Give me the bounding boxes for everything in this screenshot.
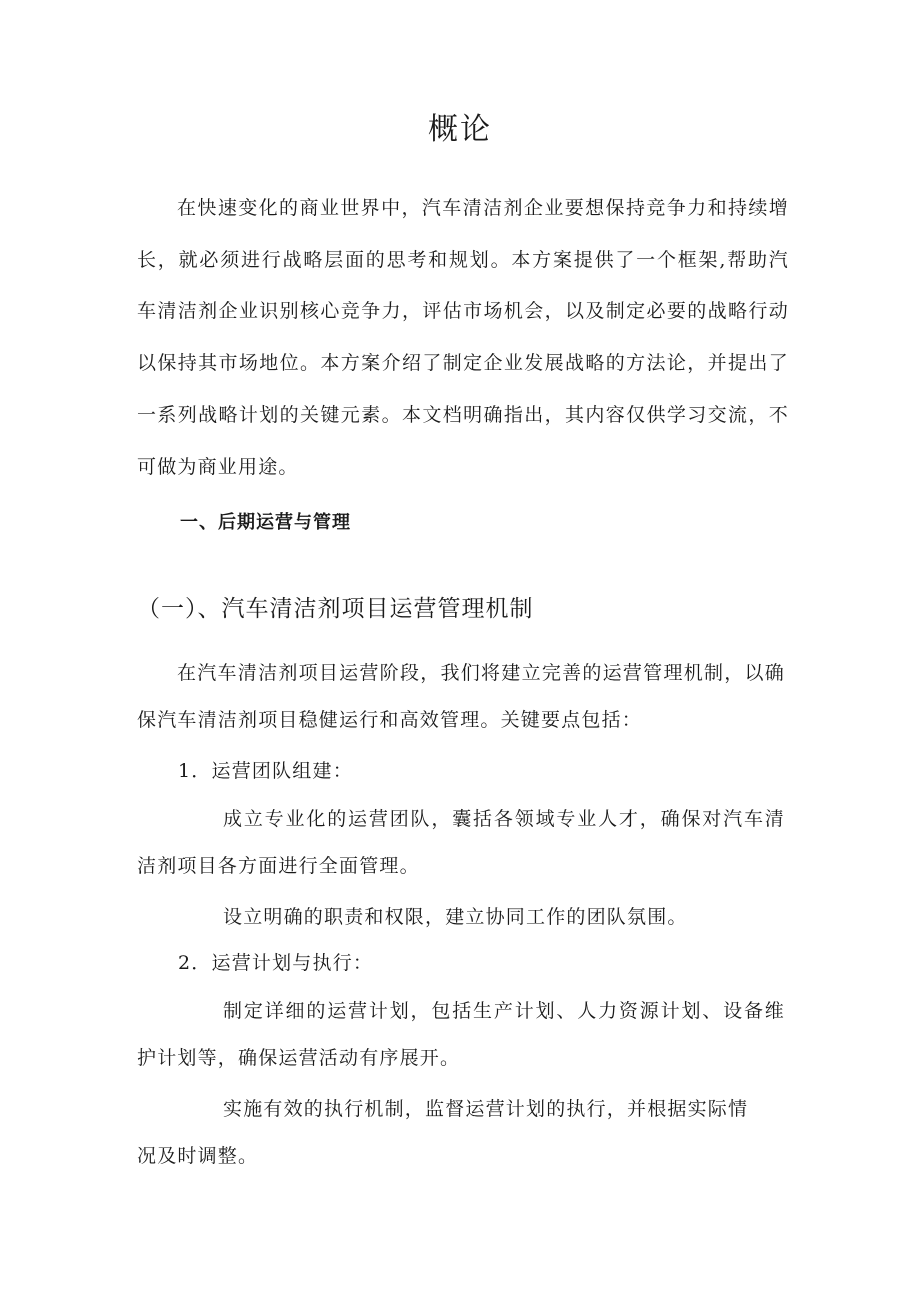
list-item-point-continuation: 况及时调整。 — [137, 1145, 259, 1167]
section-heading: 一、后期运营与管理 — [180, 512, 351, 533]
list-item-point: 成立专业化的运营团队，囊括各领域专业人才，确保对汽车清洁剂项目各方面进行全面管理。 — [137, 808, 785, 877]
list-item-label: 1．运营团队组建： — [178, 760, 353, 782]
list-item-point: 实施有效的执行机制，监督运营计划的执行，并根据实际情 — [223, 1098, 749, 1120]
intro-paragraph: 在快速变化的商业世界中，汽车清洁剂企业要想保持竞争力和持续增长，就必须进行战略层面的思考和规划。本方案提供了一个框架,帮助汽车清洁剂企业识别核心竞争力，评估市场机会，以及制定必要的战略行动以保持其市场地位。本方案介绍了制定企业发展战略的方法论，并提出了一系列战略计划的关键元素。本文档明确指出，其内容仅供学习交流，不可做为商业用途。 — [137, 197, 789, 478]
list-item-point: 设立明确的职责和权限，建立协同工作的团队氛围。 — [223, 906, 688, 928]
document-title: 概论 — [428, 112, 492, 147]
subsection-heading: （一）、汽车清洁剂项目运营管理机制 — [137, 596, 534, 622]
list-item-point: 制定详细的运营计划，包括生产计划、人力资源计划、设备维护计划等，确保运营活动有序展开。 — [137, 1000, 785, 1069]
list-item-label: 2．运营计划与执行： — [178, 952, 374, 974]
subsection-intro-paragraph: 在汽车清洁剂项目运营阶段，我们将建立完善的运营管理机制，以确保汽车清洁剂项目稳健运行和高效管理。关键要点包括： — [137, 662, 785, 731]
